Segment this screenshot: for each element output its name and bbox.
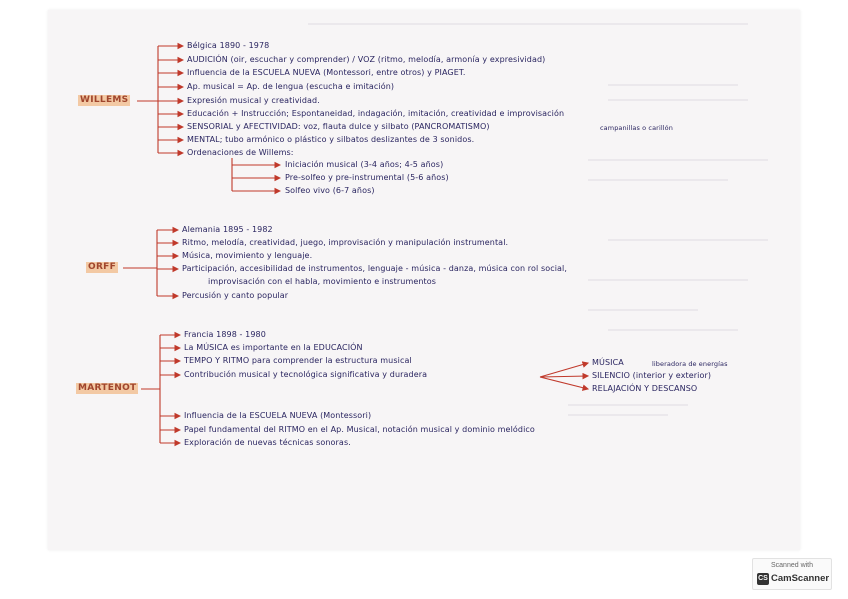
willems-item: Bélgica 1890 - 1978 — [187, 41, 270, 50]
orff-item: Música, movimiento y lenguaje. — [182, 251, 313, 260]
willems-item: Influencia de la ESCUELA NUEVA (Montessori, entre otros) y PIAGET. — [187, 68, 466, 77]
willems-item: AUDICIÓN (oir, escuchar y comprender) / VOZ (ritmo, melodía, armonía y expresividad) — [187, 55, 546, 64]
martenot-item: Francia 1898 - 1980 — [184, 330, 266, 339]
willems-item: Educación + Instrucción; Espontaneidad, indagación, imitación, creatividad e improvisación — [187, 109, 565, 118]
orff-label: ORFF — [88, 262, 117, 272]
camscanner-badge — [752, 558, 832, 590]
willems-item: Expresión musical y creatividad. — [187, 96, 320, 105]
willems-label: WILLEMS — [80, 95, 129, 105]
orff-item: Alemania 1895 - 1982 — [182, 225, 273, 234]
willems-sub-item: Pre-solfeo y pre-instrumental (5-6 años) — [285, 173, 449, 182]
martenot-label: MARTENOT — [78, 383, 137, 393]
willems-item: Ordenaciones de Willems: — [187, 148, 294, 157]
scanned-with-text: Scanned with — [770, 562, 814, 569]
martenot-branch: MÚSICA — [592, 358, 624, 367]
willems-item: MENTAL; tubo armónico o plástico y silbatos deslizantes de 3 sonidos. — [187, 135, 475, 144]
willems-item: Ap. musical = Ap. de lengua (escucha e imitación) — [187, 82, 395, 91]
martenot-music-note: liberadora de energías — [652, 360, 728, 368]
martenot-branch: RELAJACIÓN Y DESCANSO — [592, 384, 698, 393]
orff-item: Participación, accesibilidad de instrumentos, lenguaje - música - danza, música con rol social, — [182, 264, 567, 273]
martenot-item: La MÚSICA es importante en la EDUCACIÓN — [184, 343, 363, 352]
orff-item: Ritmo, melodía, creatividad, juego, improvisación y manipulación instrumental. — [182, 238, 509, 247]
camscanner-brand: CamScanner — [771, 573, 830, 584]
martenot-item: TEMPO Y RITMO para comprender la estructura musical — [184, 356, 412, 365]
willems-item: SENSORIAL y AFECTIVIDAD: voz, flauta dulce y silbato (PANCROMATISMO) — [187, 122, 490, 131]
martenot-branch: SILENCIO (interior y exterior) — [592, 371, 712, 380]
martenot-item: Papel fundamental del RITMO en el Ap. Musical, notación musical y dominio melódico — [184, 425, 535, 434]
martenot-item: Contribución musical y tecnológica significativa y duradera — [184, 370, 428, 379]
martenot-item: Influencia de la ESCUELA NUEVA (Montessori) — [184, 411, 372, 420]
martenot-item: Exploración de nuevas técnicas sonoras. — [184, 438, 351, 447]
willems-sensorial-note: campanillas o carillón — [600, 124, 673, 132]
camscanner-logo-icon: CS — [757, 573, 769, 585]
orff-continuation: improvisación con el habla, movimiento e instrumentos — [208, 277, 437, 286]
orff-item: Percusión y canto popular — [182, 291, 289, 300]
willems-sub-item: Solfeo vivo (6-7 años) — [285, 186, 375, 195]
willems-sub-item: Iniciación musical (3-4 años; 4-5 años) — [285, 160, 444, 169]
